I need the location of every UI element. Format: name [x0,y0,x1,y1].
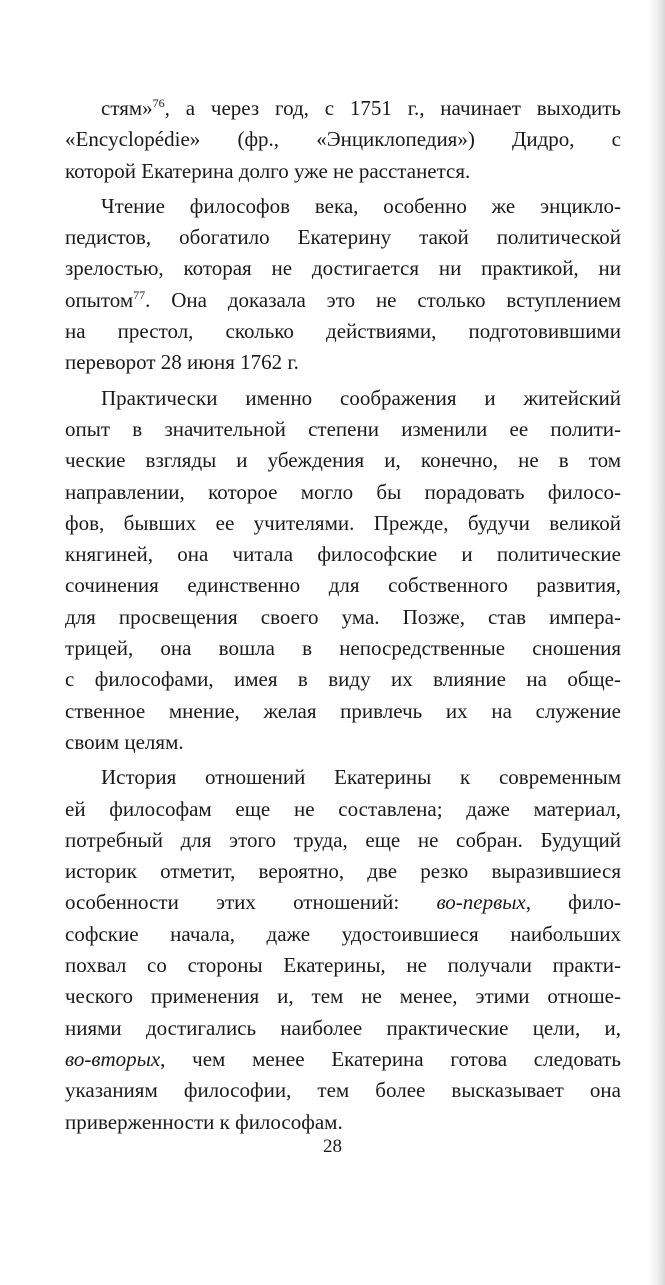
text-line [65,570,621,601]
text-segment: . Она доказала это не столько вступлением [145,287,621,312]
text-line [65,222,621,253]
text-line [65,727,621,758]
text-segment: трицей, она вошла в непосредственные сношения [65,636,621,661]
text-line [65,696,621,727]
text-line [65,414,621,445]
text-segment: ниями достигались наиболее практические цели, и, [65,1015,621,1040]
text-line [65,794,621,825]
text-segment: ческие взгляды и убеждения и, конечно, не в том [65,448,621,473]
text-line [65,919,621,950]
text-line [65,253,621,284]
text-line [65,347,621,378]
text-segment: переворот 28 июня 1762 г. [65,350,299,375]
text-line [65,508,621,539]
text-segment: потребный для этого труда, еще не собран. Будущий [65,827,621,852]
text-segment: , а через год, с 1751 г., начинает выходить [164,96,621,120]
text-line [65,477,621,508]
text-line [65,93,621,124]
text-segment: которой Екатерина долго уже не расстанется. [65,158,471,183]
text-segment: , фило- [525,890,621,915]
text-line [65,539,621,570]
text-line [65,887,621,918]
text-segment: с философами, имея в виду их влияние на обще- [65,667,621,692]
italic-emphasis: во-вторых [65,1046,161,1071]
text-segment: , чем менее Екатерина готова следовать [160,1046,621,1071]
text-line [65,825,621,856]
text-line [65,445,621,476]
italic-emphasis: во-первых [436,890,526,915]
text-line [65,285,621,316]
text-line [65,191,621,222]
paragraph [65,383,621,759]
text-segment: Практически именно соображения и житейский [101,385,621,410]
text-line [65,316,621,347]
text-segment: опыт в значительной степени изменили ее полити- [65,416,621,441]
footnote-reference: 77 [133,287,146,302]
text-line [65,762,621,793]
text-segment: на престол, сколько действиями, подготовившими [65,319,621,344]
text-line [65,856,621,887]
text-segment: Чтение философов века, особенно же энцикло- [101,193,621,218]
text-line [65,950,621,981]
text-segment: для просвещения своего ума. Позже, став импера- [65,604,621,629]
text-line [65,602,621,633]
text-line [65,1107,621,1138]
paragraph [65,93,621,187]
text-segment: История отношений Екатерины к современным [101,765,621,790]
text-segment: сочинения единственно для собственного развития, [65,573,621,598]
text-segment: «Encyclopédie» (фр., «Энциклопедия») Дидро, с [65,127,621,152]
text-segment: особенности этих отношений: [65,890,437,915]
text-line [65,664,621,695]
text-line [65,1044,621,1075]
paragraph [65,762,621,1138]
text-segment: фов, бывших ее учителями. Прежде, будучи великой [65,510,621,535]
text-segment: своим целям. [65,729,184,754]
text-segment: указаниям философии, тем более высказывает она [65,1078,621,1103]
text-segment: зрелостью, которая не достигается ни практикой, ни [65,256,621,281]
text-line [65,383,621,414]
text-segment: ственное мнение, желая привлечь их на служение [65,698,621,723]
page-number: 28 [323,1136,342,1157]
text-segment: направлении, которое могло бы порадовать филосо- [65,479,621,504]
text-segment: ческого применения и, тем не менее, этими отноше- [65,984,621,1009]
text-line [65,981,621,1012]
footnote-reference: 76 [152,96,165,110]
paragraph [65,191,621,379]
text-segment: приверженности к философам. [65,1109,343,1134]
page-edge-shadow [647,0,665,1285]
text-segment: софские начала, даже удостоившиеся наибольших [65,921,621,946]
text-segment: педистов, обогатило Екатерину такой политической [65,225,621,250]
text-segment: похвал со стороны Екатерины, не получали практи- [65,953,621,978]
text-line [65,1075,621,1106]
text-line [65,633,621,664]
body-text [65,93,621,1138]
text-line [65,1013,621,1044]
text-segment: ей философам еще не составлена; даже материал, [65,796,621,821]
text-segment: стям» [101,96,153,120]
text-segment: княгиней, она читала философские и политические [65,542,621,567]
text-line [65,124,621,155]
text-segment: историк отметит, вероятно, две резко выразившиеся [65,859,621,884]
text-line [65,156,621,187]
text-segment: опытом [65,287,134,312]
